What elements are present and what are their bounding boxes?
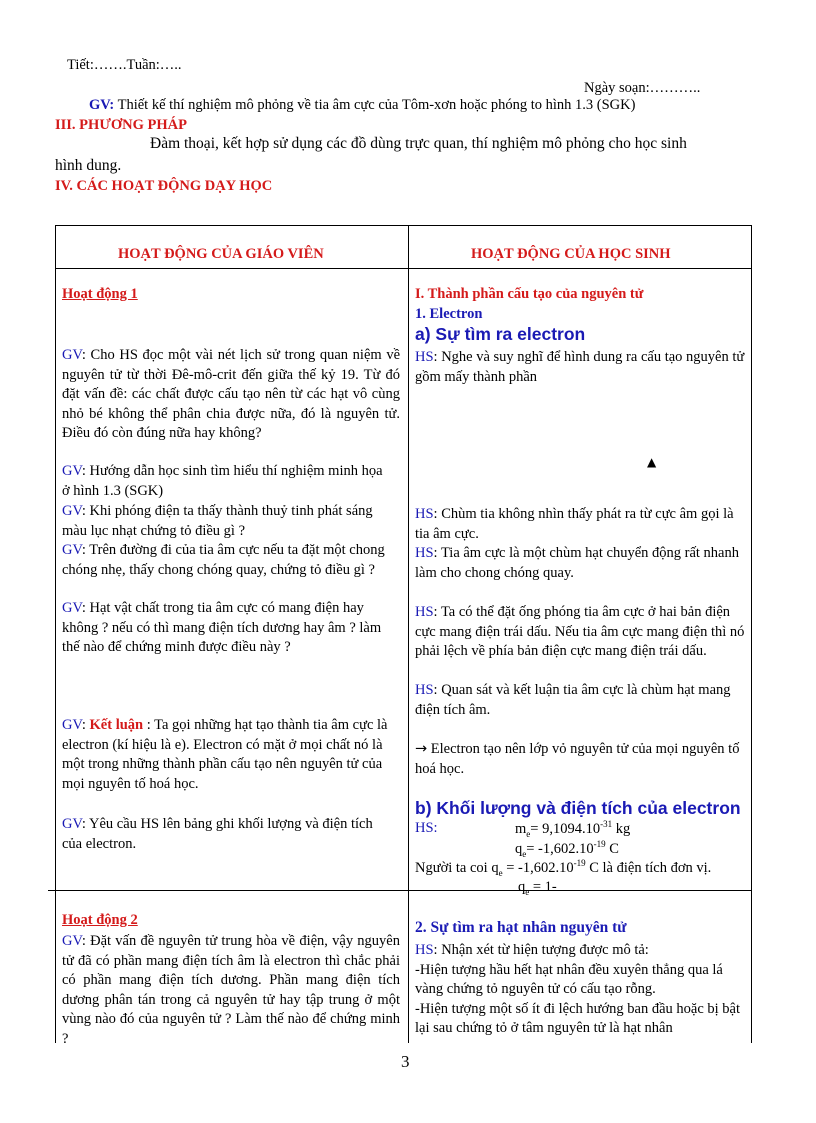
hs1-text4: HS: Ta có thể đặt ống phóng tia âm cực ở hai bản điện cực mang điện trái dấu. Nếu tia âm cực mang điện thì nó phải lệch về phía bản điện cực mang điện trái dấu. — [415, 604, 745, 660]
unit-charge-value: $q_e = 1-$ — [518, 879, 557, 897]
activity2-title: Hoạt động 2 — [62, 912, 138, 928]
header-row-border — [55, 268, 752, 269]
hs1-title: I. Thành phần cấu tạo của nguyên tử — [415, 286, 644, 302]
activity1-ket-luan: GV: Kết luận : Ta gọi những hạt tạo thành tia âm cực là electron (kí hiệu là e). Electron có mặt ở mọi chất nó là một trong những thành phần cấu tạo nên nguyên tử của mọi nguyên tố hoá học. — [62, 717, 388, 792]
page-number: 3 — [401, 1052, 410, 1071]
activity1-gv-intro: GV: Cho HS đọc một vài nét lịch sử trong quan niệm về nguyên tử từ thời Đê-mô-crit đến giữa thế kỷ 19. Từ đó đặt vấn đề: các chất được cấu tạo nên từ các hạt vô cùng nhỏ bé không thể phân chia được nữa, đó là nguyên tử. Điều đó còn đúng nữa hay không? — [62, 347, 400, 442]
ngay-soan: Ngày soạn:……….. — [584, 80, 701, 96]
electron-charge: $q_e= -1,602.10^{-19}$ C — [515, 839, 619, 859]
gv-preparation — [89, 97, 635, 114]
activity1-gv-q5: GV: Yêu cầu HS lên bảng ghi khối lượng và điện tích của electron. — [62, 816, 373, 852]
col-right-header: HOẠT ĐỘNG CỦA HỌC SINH — [471, 246, 671, 262]
activity2-text: GV: Đặt vấn đề nguyên tử trung hòa về điện, vậy nguyên tử đã có phần mang điện tích âm là electron thì chắc phải có phần mang điện tích dương. Phần mang điện tích dương phân tán trong cả nguyên tử hay tập trung ở một vùng nào đó của nguyên tử ? Làm thế nào để chứng minh ? — [62, 933, 400, 1047]
section-3-title: III. PHƯƠNG PHÁP — [55, 117, 187, 133]
marker-triangle: ▲ — [647, 455, 657, 469]
hs1-text1: HS: Nghe và suy nghĩ để hình dung ra cấu tạo nguyên tử gồm mấy thành phần — [415, 349, 745, 385]
table-top-border — [55, 225, 752, 226]
col-left-header: HOẠT ĐỘNG CỦA GIÁO VIÊN — [118, 246, 324, 262]
hs1-conclusion: → Electron tạo nên lớp vỏ nguyên tử của mọi nguyên tố hoá học. — [415, 741, 740, 777]
section-3-line2: hình dung. — [55, 157, 122, 174]
hs1-sub1: 1. Electron — [415, 306, 483, 322]
section-3-line1: Đàm thoại, kết hợp sử dụng các đồ dùng trực quan, thí nghiệm mô phỏng cho học sinh — [150, 135, 687, 152]
table-divider — [408, 225, 409, 1043]
activity1-gv-q2: GV: Khi phóng điện ta thấy thành thuỷ tinh phát sáng màu lục nhạt chứng tỏ điều gì ? — [62, 503, 373, 539]
hs2-title: 2. Sự tìm ra hạt nhân nguyên tử — [415, 919, 627, 936]
hs1-sub1a: a) Sự tìm ra electron — [415, 324, 586, 344]
activity1-gv-q4: GV: Hạt vật chất trong tia âm cực có mang điện hay không ? nếu có thì mang điện tích dương hay âm ? làm thế nào để chứng minh được điều này ? — [62, 600, 382, 656]
activity1-gv-q1: GV: Hướng dẫn học sinh tìm hiểu thí nghiệm minh họa ở hình 1.3 (SGK) — [62, 463, 383, 499]
activity1-title: Hoạt động 1 — [62, 286, 138, 302]
electron-mass: $m_e= 9,1094.10^{-31}$ kg — [515, 819, 631, 839]
hs2-text: HS: Nhận xét từ hiện tượng được mô tả: -Hiện tượng hầu hết hạt nhân đều xuyên thẳng qua lá vàng chứng tỏ nguyên tử có cấu tạo rỗng. -Hiện tượng một số ít đi lệch hướng ban đầu hoặc bị bật lại sau chứng tỏ ở tâm nguyên tử là hạt nhân — [415, 942, 741, 1037]
tiet-tuan: Tiết:…….Tuần:….. — [67, 57, 182, 73]
table-right-border — [751, 225, 752, 1043]
activity1-gv-q3: GV: Trên đường đi của tia âm cực nếu ta đặt một chong chóng nhẹ, thấy chong chóng quay, chứng tỏ điều gì ? — [62, 542, 385, 578]
hs1-sub1b: b) Khối lượng và điện tích của electron — [415, 798, 741, 818]
hs1-text2: HS: Chùm tia không nhìn thấy phát ra từ cực âm gọi là tia âm cực. — [415, 506, 734, 542]
hs1-text5: HS: Quan sát và kết luận tia âm cực là chùm hạt mang điện tích âm. — [415, 682, 731, 718]
section-4-title: IV. CÁC HOẠT ĐỘNG DẠY HỌC — [55, 178, 273, 194]
gv-label: GV: — [89, 97, 115, 113]
hs1-hs-colon: HS: — [415, 820, 438, 836]
unit-charge-note: Người ta coi $q_e = -1,602.10^{-19}$ C là điện tích đơn vị. — [415, 858, 712, 878]
hs1-text3: HS: Tia âm cực là một chùm hạt chuyển động rất nhanh làm cho chong chóng quay. — [415, 545, 739, 581]
table-left-border — [55, 225, 56, 1043]
gv-text: Thiết kế thí nghiệm mô phỏng về tia âm cực của Tôm-xơn hoặc phóng to hình 1.3 (SGK) — [114, 97, 636, 113]
row-divider — [48, 890, 752, 891]
